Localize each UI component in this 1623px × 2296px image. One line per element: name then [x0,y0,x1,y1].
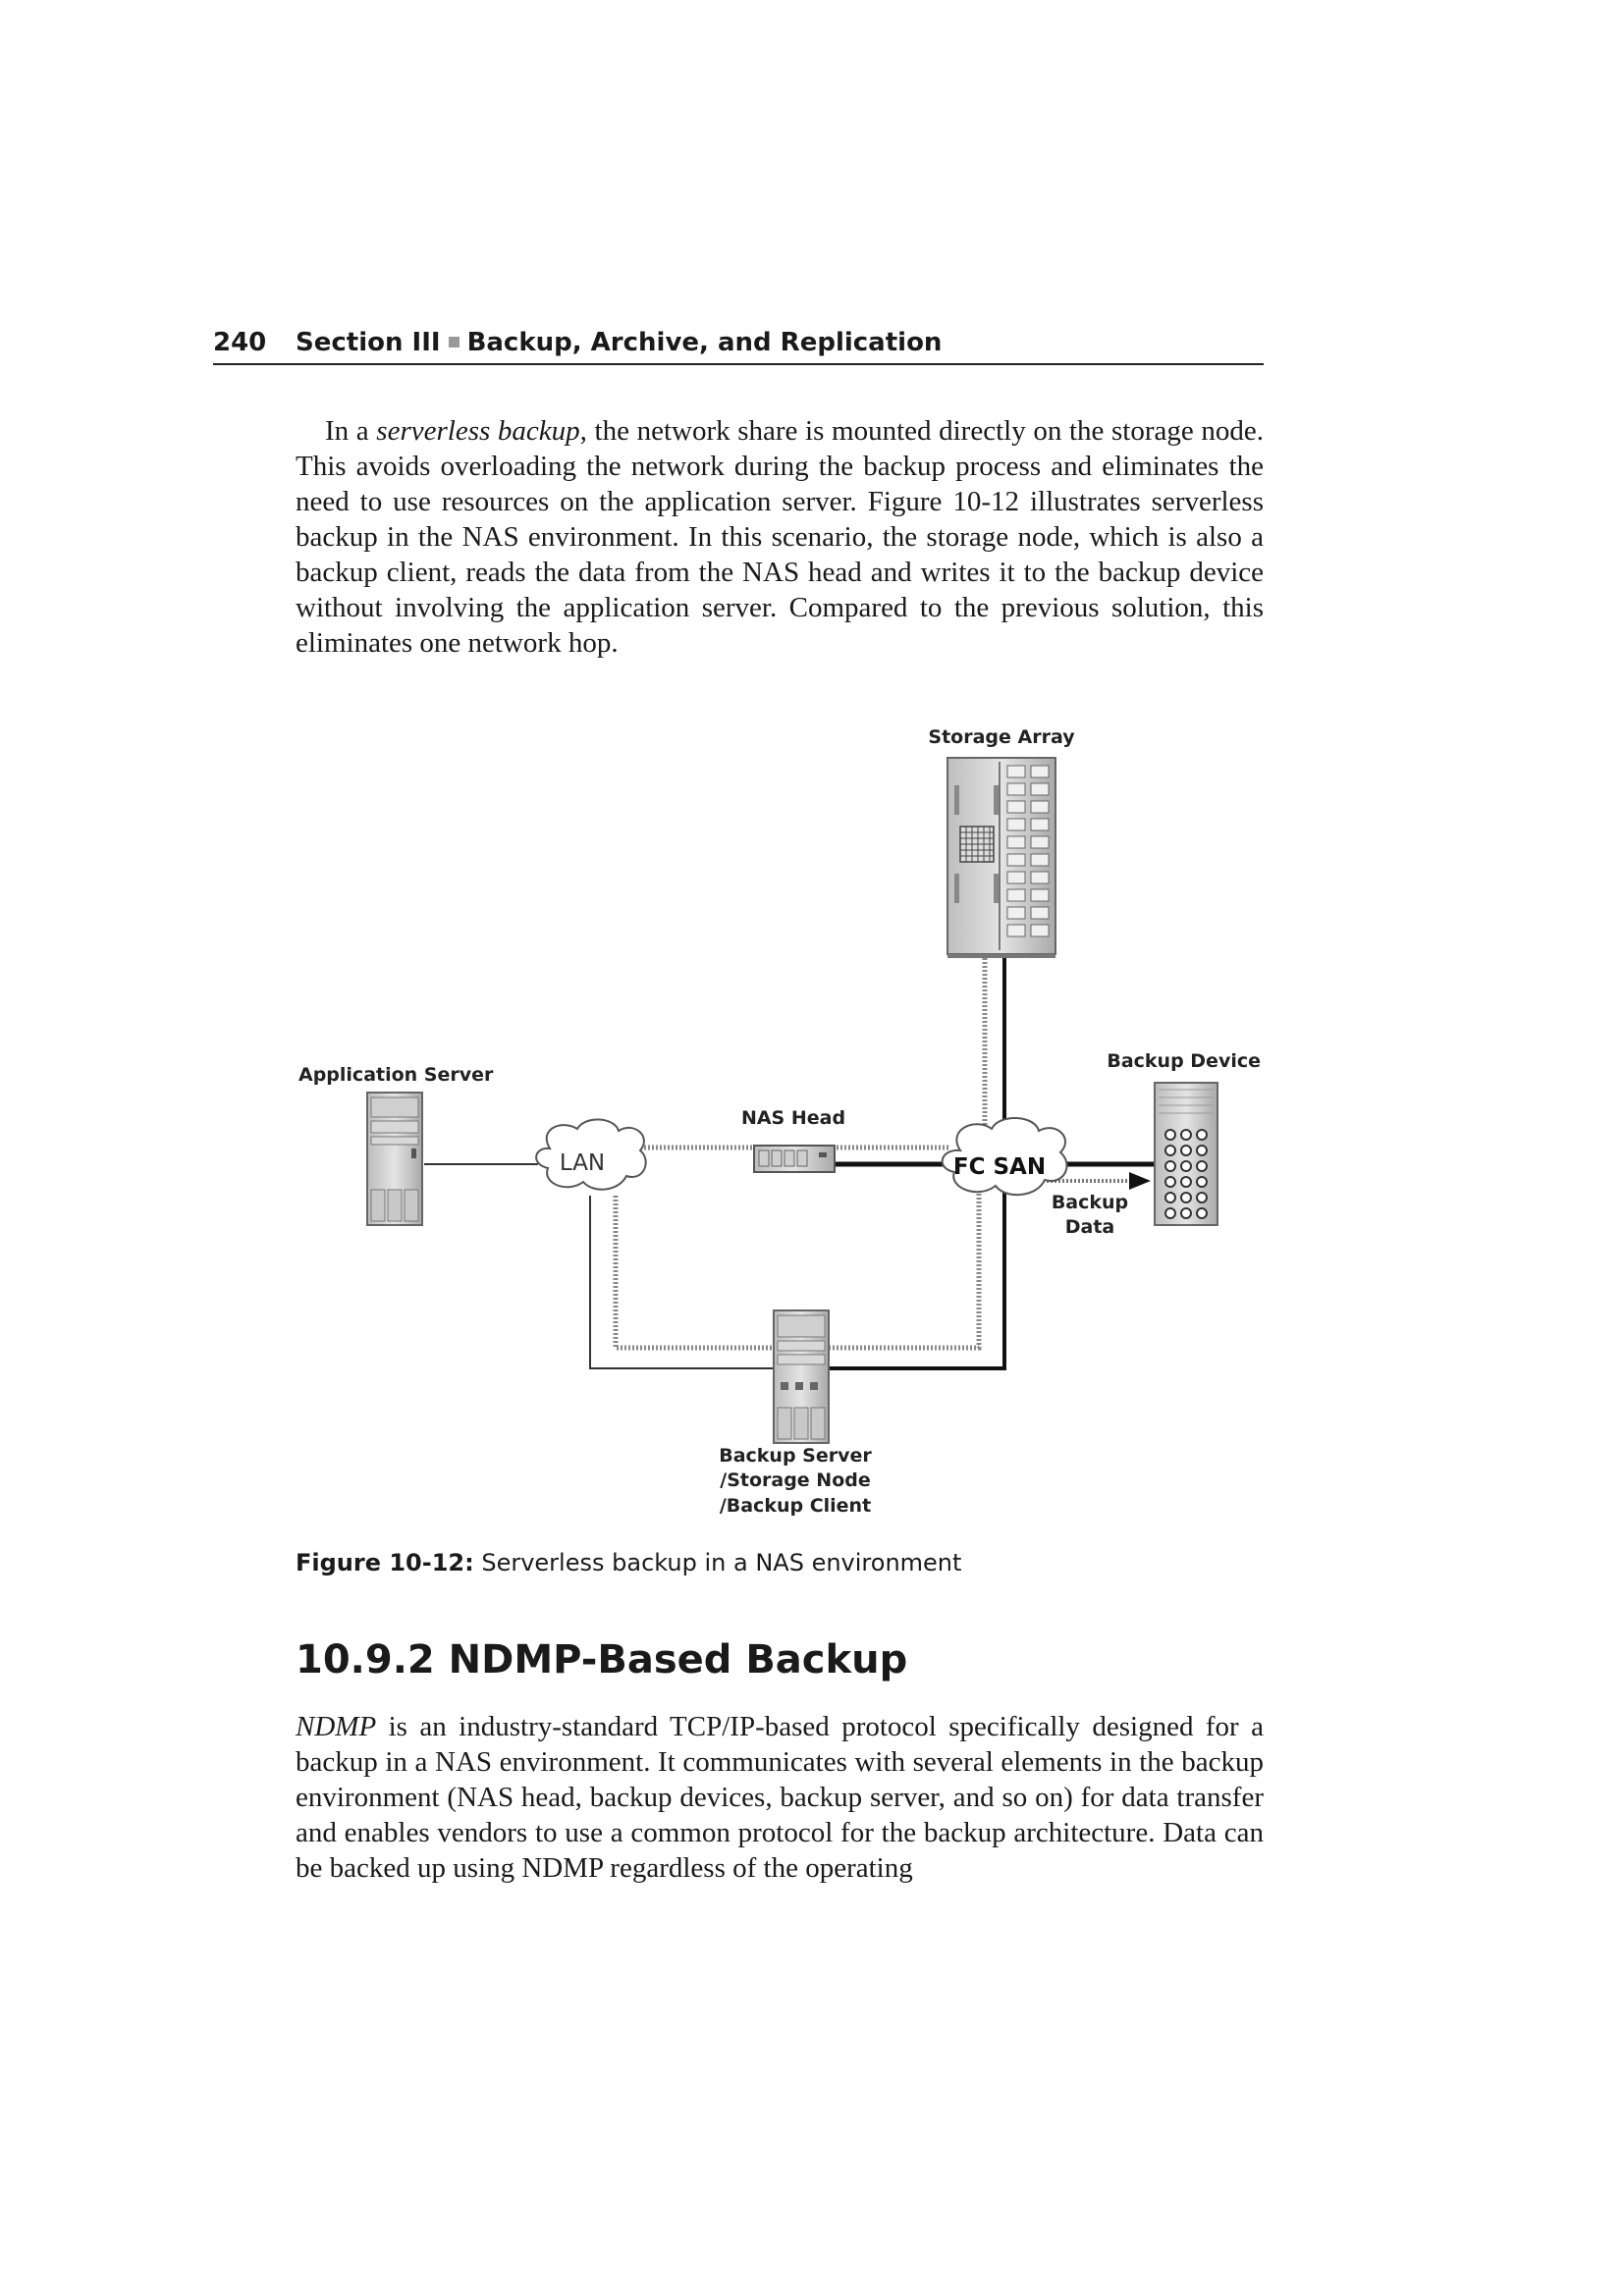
label-nas-head: NAS Head [740,1107,846,1129]
section-title: Backup, Archive, and Replication [466,328,943,357]
term-serverless-backup: serverless backup [376,415,580,447]
nas-head-icon [754,1146,835,1172]
label-storage-array: Storage Array [928,726,1075,748]
label-backup-server-1: Backup Server [719,1445,872,1467]
section-label: Section III [296,328,441,357]
figure-caption-text: Serverless backup in a NAS environment [473,1549,962,1576]
lan-cloud-icon [536,1119,646,1189]
storage-array-icon [947,758,1055,958]
backup-server-icon [774,1310,829,1443]
figure-caption-label: Figure 10-12: [296,1549,474,1576]
figure-caption [296,1549,961,1576]
fc-san-cloud-icon [943,1118,1067,1195]
label-backup-data-1: Backup [1051,1192,1129,1213]
backup-device-icon [1155,1083,1217,1225]
application-server-icon [367,1093,422,1225]
body-paragraph-1: In a serverless backup, the network share is mounted directly on the storage node. This avoids overloading the network during the backup process and eliminates the need to use resources on the application server. Figure 10-12 illustrates serverless backup in the NAS environment. In this scenario, the storage node, which is also a backup client, reads the data from the NAS head and writes it to the backup device without involving the application server. Compared to the previous solution, this eliminates one network hop. [296,415,1265,659]
lan-label: LAN [559,1150,606,1176]
backup-data-arrowhead [1129,1172,1151,1190]
label-backup-server-2: /Storage Node [720,1469,871,1491]
term-ndmp: NDMP [296,1711,377,1742]
label-backup-device: Backup Device [1107,1050,1261,1072]
fc-san-label: FC SAN [952,1154,1047,1180]
link-backupserver-fcsan [829,1190,1004,1368]
label-backup-data-2: Data [1064,1216,1115,1238]
label-application-server: Application Server [298,1064,494,1086]
section-heading: 10.9.2 NDMP-Based Backup [296,1637,908,1682]
label-backup-server-3: /Backup Client [719,1495,872,1517]
page-number: 240 [213,328,267,357]
body-paragraph-2: NDMP is an industry-standard TCP/IP-based protocol specifically designed for a backup in a NAS environment. It communicates with several elements in the backup environment (NAS head, backup devices, backup server, and so on) for data transfer and enables vendors to use a common protocol for the backup architecture. Data can be backed up using NDMP regardless of the operating [296,1711,1264,1884]
